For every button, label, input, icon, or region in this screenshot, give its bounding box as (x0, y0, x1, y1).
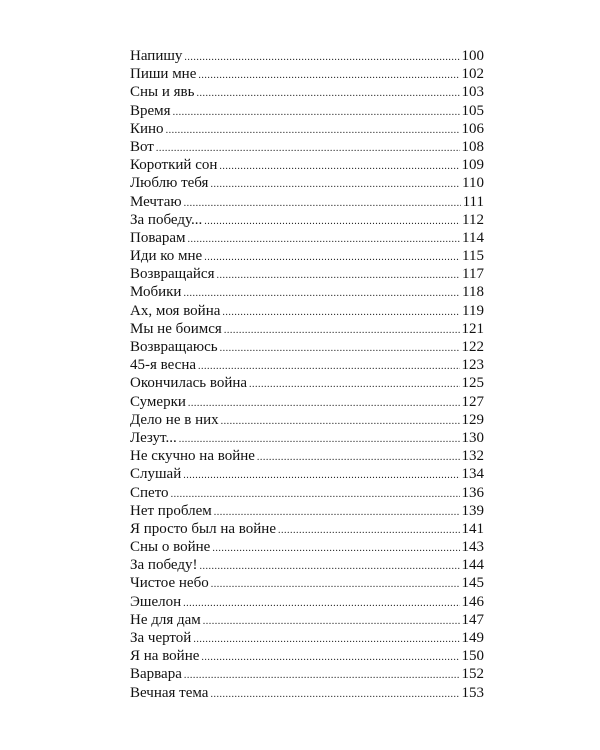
toc-entry-title: Пиши мне (130, 66, 197, 83)
toc-entry-page-number: 141 (461, 520, 484, 537)
dot-leader (216, 267, 460, 285)
toc-entry-page-number: 117 (462, 266, 484, 283)
toc-entry-title: За победу! (130, 557, 198, 574)
toc-entry-page-number: 115 (462, 248, 484, 265)
dot-leader (183, 285, 460, 303)
toc-entry-title: Я на войне (130, 648, 200, 665)
toc-entry-title: Спето (130, 484, 169, 501)
toc-entry-title: Время (130, 102, 171, 119)
toc-entry-title: Иди ко мне (130, 248, 203, 265)
toc-entry-title: Не для дам (130, 611, 201, 628)
dot-leader (210, 686, 459, 704)
toc-entry-title: Слушай (130, 466, 182, 483)
toc-entry (130, 611, 484, 629)
toc-entry (130, 211, 484, 229)
toc-entry (130, 629, 484, 647)
toc-entry (130, 229, 484, 247)
toc-entry (130, 156, 484, 174)
toc-entry-page-number: 119 (462, 302, 484, 319)
dot-leader (220, 340, 460, 358)
toc-entry-page-number: 102 (461, 66, 484, 83)
toc-entry (130, 556, 484, 574)
table-of-contents (130, 47, 484, 702)
toc-entry (130, 647, 484, 665)
dot-leader (196, 85, 459, 103)
dot-leader (224, 322, 460, 340)
dot-leader (184, 195, 461, 213)
toc-entry-page-number: 100 (461, 48, 484, 64)
toc-entry-page-number: 109 (461, 157, 484, 174)
toc-entry-page-number: 114 (462, 229, 484, 246)
toc-entry-title: Эшелон (130, 593, 182, 610)
toc-entry-page-number: 134 (461, 466, 484, 483)
toc-entry-title: Варвара (130, 666, 182, 683)
toc-entry-title: Лезут... (130, 429, 177, 446)
toc-entry-page-number: 108 (461, 138, 484, 155)
dot-leader (201, 649, 459, 667)
toc-entry-page-number: 110 (462, 175, 484, 192)
toc-entry (130, 574, 484, 592)
toc-entry-title: Чистое небо (130, 575, 209, 592)
toc-entry (130, 283, 484, 301)
toc-entry-title: Сны и явь (130, 84, 195, 101)
toc-entry-page-number: 143 (461, 539, 484, 556)
toc-entry-title: Возвращаюсь (130, 339, 218, 355)
toc-entry-title: Нет проблем (130, 502, 212, 519)
dot-leader (184, 49, 459, 67)
dot-leader (199, 558, 459, 576)
toc-entry-page-number: 118 (462, 284, 484, 301)
toc-entry-title: Вечная тема (130, 684, 209, 701)
dot-leader (211, 576, 460, 594)
dot-leader (219, 158, 459, 176)
toc-entry (130, 374, 484, 392)
dot-leader (278, 522, 460, 540)
toc-entry (130, 465, 484, 483)
toc-entry (130, 83, 484, 101)
toc-entry-title: За победу... (130, 211, 203, 228)
dot-leader (221, 413, 460, 431)
toc-entry-title: Мы не боимся (130, 320, 222, 337)
toc-entry-page-number: 123 (461, 357, 484, 374)
toc-entry-page-number: 152 (461, 666, 484, 683)
toc-entry (130, 429, 484, 447)
toc-entry (130, 138, 484, 156)
toc-entry-title: Короткий сон (130, 157, 218, 174)
toc-entry-page-number: 127 (461, 393, 484, 410)
dot-leader (173, 104, 460, 122)
dot-leader (257, 449, 460, 467)
toc-entry-page-number: 129 (461, 411, 484, 428)
toc-entry-page-number: 130 (461, 429, 484, 446)
toc-entry-title: За чертой (130, 630, 192, 646)
toc-entry (130, 174, 484, 192)
dot-leader (204, 249, 460, 267)
toc-entry-page-number: 125 (461, 375, 484, 392)
toc-entry-page-number: 103 (461, 84, 484, 101)
toc-entry-title: Мечтаю (130, 193, 182, 210)
dot-leader (204, 213, 460, 231)
toc-entry (130, 247, 484, 265)
toc-entry (130, 593, 484, 611)
toc-entry (130, 65, 484, 83)
toc-entry-title: Сумерки (130, 393, 186, 410)
dot-leader (183, 467, 459, 485)
toc-entry (130, 265, 484, 283)
toc-entry-title: Я просто был на войне (130, 520, 276, 537)
toc-entry-page-number: 122 (461, 339, 484, 355)
toc-entry (130, 665, 484, 683)
toc-entry (130, 320, 484, 338)
toc-entry-title: Возвращайся (130, 266, 215, 283)
toc-entry-title: Ах, моя война (130, 302, 221, 319)
dot-leader (188, 231, 461, 249)
dot-leader (222, 304, 460, 322)
toc-entry (130, 193, 484, 211)
toc-entry-page-number: 150 (461, 648, 484, 665)
dot-leader (210, 176, 460, 194)
toc-entry-page-number: 146 (461, 593, 484, 610)
dot-leader (212, 540, 459, 558)
dot-leader (193, 631, 459, 649)
toc-entry-title: Кино (130, 120, 164, 137)
toc-entry (130, 47, 484, 65)
toc-entry-page-number: 121 (461, 320, 484, 337)
toc-entry (130, 484, 484, 502)
dot-leader (249, 376, 459, 394)
toc-entry-page-number: 105 (461, 102, 484, 119)
toc-entry-page-number: 132 (461, 448, 484, 465)
dot-leader (188, 395, 460, 413)
toc-entry-page-number: 149 (461, 630, 484, 646)
toc-entry (130, 338, 484, 356)
toc-entry-title: Сны о войне (130, 539, 211, 556)
toc-entry-title: Люблю тебя (130, 175, 209, 192)
dot-leader (203, 613, 460, 631)
toc-entry-page-number: 153 (461, 684, 484, 701)
toc-entry (130, 393, 484, 411)
toc-entry (130, 502, 484, 520)
toc-entry-title: Вот (130, 138, 154, 155)
toc-entry-title: Не скучно на войне (130, 448, 255, 465)
toc-entry-page-number: 139 (461, 502, 484, 519)
toc-entry (130, 356, 484, 374)
toc-entry (130, 120, 484, 138)
toc-entry-title: Напишу (130, 48, 183, 64)
dot-leader (183, 595, 459, 613)
toc-entry (130, 447, 484, 465)
toc-entry (130, 102, 484, 120)
toc-entry-title: Поварам (130, 229, 186, 246)
toc-entry-page-number: 112 (462, 211, 484, 228)
dot-leader (198, 67, 459, 85)
toc-entry (130, 302, 484, 320)
toc-entry-page-number: 136 (461, 484, 484, 501)
toc-entry (130, 684, 484, 702)
toc-entry-title: Окончилась война (130, 375, 248, 392)
toc-entry-page-number: 145 (461, 575, 484, 592)
toc-entry-title: Дело не в них (130, 411, 219, 428)
toc-entry (130, 411, 484, 429)
toc-entry (130, 520, 484, 538)
toc-entry-title: 45-я весна (130, 357, 197, 374)
toc-entry-title: Мобики (130, 284, 182, 301)
toc-entry-page-number: 144 (461, 557, 484, 574)
dot-leader (171, 486, 460, 504)
dot-leader (184, 667, 460, 685)
toc-entry-page-number: 147 (461, 611, 484, 628)
dot-leader (166, 122, 460, 140)
toc-entry-page-number: 106 (461, 120, 484, 137)
toc-entry-page-number: 111 (462, 193, 484, 210)
toc-entry (130, 538, 484, 556)
